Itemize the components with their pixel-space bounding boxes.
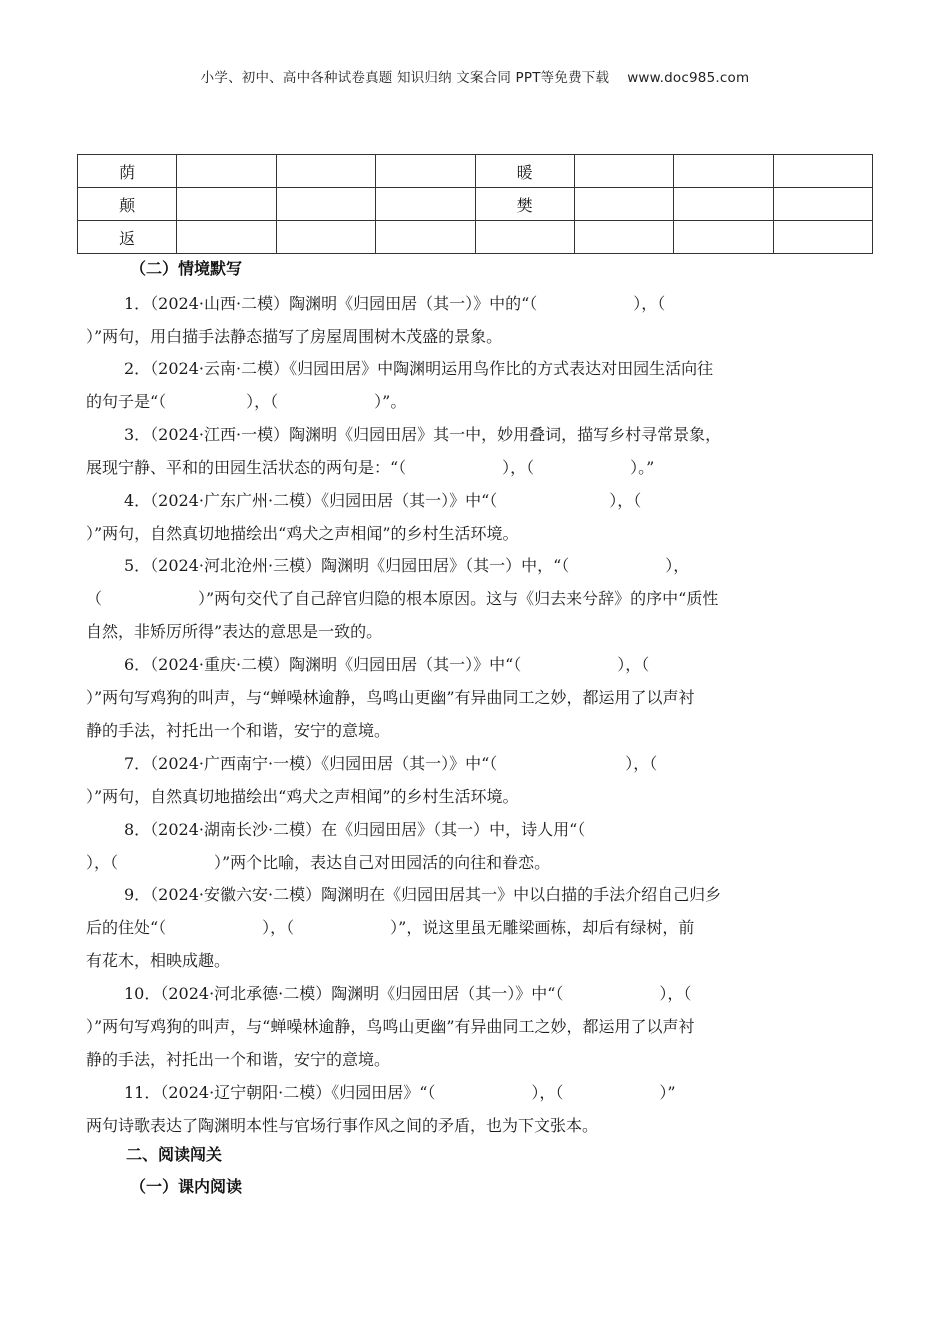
table-cell: 颠 bbox=[78, 188, 177, 221]
header-url[interactable]: www.doc985.com bbox=[627, 70, 750, 86]
question-item bbox=[86, 977, 862, 1076]
table-cell bbox=[475, 221, 574, 254]
table-cell bbox=[674, 188, 773, 221]
question-item bbox=[86, 484, 862, 550]
table-cell bbox=[376, 221, 475, 254]
question-line: 自然，非矫厉所得”表达的意思是一致的。 bbox=[86, 622, 383, 641]
question-line: ）”两句，用白描手法静态描写了房屋周围树木茂盛的景象。 bbox=[86, 327, 503, 346]
question-line: 1．（2024·山西·二模）陶渊明《归园田居（其一）》中的“（ ），（ bbox=[124, 294, 666, 313]
question-line: 有花木，相映成趣。 bbox=[86, 951, 231, 970]
table-cell bbox=[574, 221, 673, 254]
question-item bbox=[86, 648, 862, 747]
question-line: 7．（2024·广西南宁·一模）《归园田居（其一）》中“（ ），（ bbox=[124, 754, 658, 773]
section-situational-title: （二）情境默写 bbox=[130, 259, 243, 278]
character-table bbox=[77, 154, 873, 254]
question-item bbox=[86, 747, 862, 813]
table-cell bbox=[177, 221, 276, 254]
table-cell: 返 bbox=[78, 221, 177, 254]
table-cell bbox=[177, 188, 276, 221]
table-cell bbox=[276, 155, 375, 188]
question-line: 5．（2024·河北沧州·三模）陶渊明《归园田居》（其一）中，“（ ）， bbox=[124, 556, 690, 575]
table-cell: 樊 bbox=[475, 188, 574, 221]
table-cell bbox=[773, 221, 872, 254]
question-item bbox=[86, 1076, 862, 1142]
question-item bbox=[86, 549, 862, 648]
table-cell bbox=[177, 155, 276, 188]
table-row bbox=[78, 188, 873, 221]
question-line: 两句诗歌表达了陶渊明本性与官场行事作风之间的矛盾，也为下文张本。 bbox=[86, 1116, 599, 1135]
header-text: 小学、初中、高中各种试卷真题 知识归纳 文案合同 PPT等免费下载 bbox=[200, 70, 610, 86]
question-line: 的句子是“（ ），（ ）”。 bbox=[86, 392, 407, 411]
question-item bbox=[86, 813, 862, 879]
table-cell bbox=[376, 188, 475, 221]
question-line: ），（ ）”两个比喻，表达自己对田园活的向往和眷恋。 bbox=[86, 853, 551, 872]
table-cell bbox=[773, 155, 872, 188]
question-item bbox=[86, 418, 862, 484]
question-item bbox=[86, 878, 862, 977]
question-line: （ ）”两句交代了自己辞官归隐的根本原因。这与《归去来兮辞》的序中“质性 bbox=[86, 589, 719, 608]
question-line: 2．（2024·云南·二模）《归园田居》中陶渊明运用鸟作比的方式表达对田园生活向往 bbox=[124, 359, 714, 378]
table-row bbox=[78, 221, 873, 254]
question-line: 4．（2024·广东广州·二模）《归园田居（其一）》中“（ ），（ bbox=[124, 491, 642, 510]
question-line: 3．（2024·江西·一模）陶渊明《归园田居》其一中，妙用叠词，描写乡村寻常景象， bbox=[124, 425, 722, 444]
question-line: ）”两句写鸡狗的叫声，与“蝉噪林逾静，鸟鸣山更幽”有异曲同工之妙，都运用了以声衬 bbox=[86, 1017, 695, 1036]
section-in-class-title: （一）课内阅读 bbox=[130, 1177, 243, 1196]
question-line: ）”两句，自然真切地描绘出“鸡犬之声相闻”的乡村生活环境。 bbox=[86, 524, 519, 543]
table-cell bbox=[276, 188, 375, 221]
question-line: 8．（2024·湖南长沙·二模）在《归园田居》（其一）中，诗人用“（ bbox=[124, 820, 586, 839]
question-item bbox=[86, 352, 862, 418]
table-cell: 暖 bbox=[475, 155, 574, 188]
table-cell bbox=[773, 188, 872, 221]
table-row bbox=[78, 155, 873, 188]
question-line: 9．（2024·安徽六安·二模）陶渊明在《归园田居其一》中以白描的手法介绍自己归乡 bbox=[124, 885, 722, 904]
question-line: 6．（2024·重庆·二模）陶渊明《归园田居（其一）》中“（ ），（ bbox=[124, 655, 650, 674]
table-cell bbox=[276, 221, 375, 254]
table-cell bbox=[674, 155, 773, 188]
question-line: 后的住处“（ ），（ ）”，说这里虽无雕梁画栋，却后有绿树，前 bbox=[86, 918, 695, 937]
question-line: ）”两句，自然真切地描绘出“鸡犬之声相闻”的乡村生活环境。 bbox=[86, 787, 519, 806]
page-header bbox=[0, 66, 950, 86]
question-line: 10．（2024·河北承德·二模）陶渊明《归园田居（其一）》中“（ ），（ bbox=[124, 984, 692, 1003]
question-item bbox=[86, 287, 862, 353]
table-cell bbox=[674, 221, 773, 254]
question-line: ）”两句写鸡狗的叫声，与“蝉噪林逾静，鸟鸣山更幽”有异曲同工之妙，都运用了以声衬 bbox=[86, 688, 695, 707]
table-cell bbox=[574, 188, 673, 221]
table-cell bbox=[574, 155, 673, 188]
question-line: 静的手法，衬托出一个和谐，安宁的意境。 bbox=[86, 721, 391, 740]
question-line: 展现宁静、平和的田园生活状态的两句是：“（ ），（ ）。” bbox=[86, 458, 655, 477]
question-line: 静的手法，衬托出一个和谐，安宁的意境。 bbox=[86, 1050, 391, 1069]
section-reading-title: 二、阅读闯关 bbox=[126, 1145, 223, 1164]
table-cell bbox=[376, 155, 475, 188]
table-cell: 荫 bbox=[78, 155, 177, 188]
question-line: 11．（2024·辽宁朝阳·二模）《归园田居》“（ ），（ ）” bbox=[124, 1083, 676, 1102]
